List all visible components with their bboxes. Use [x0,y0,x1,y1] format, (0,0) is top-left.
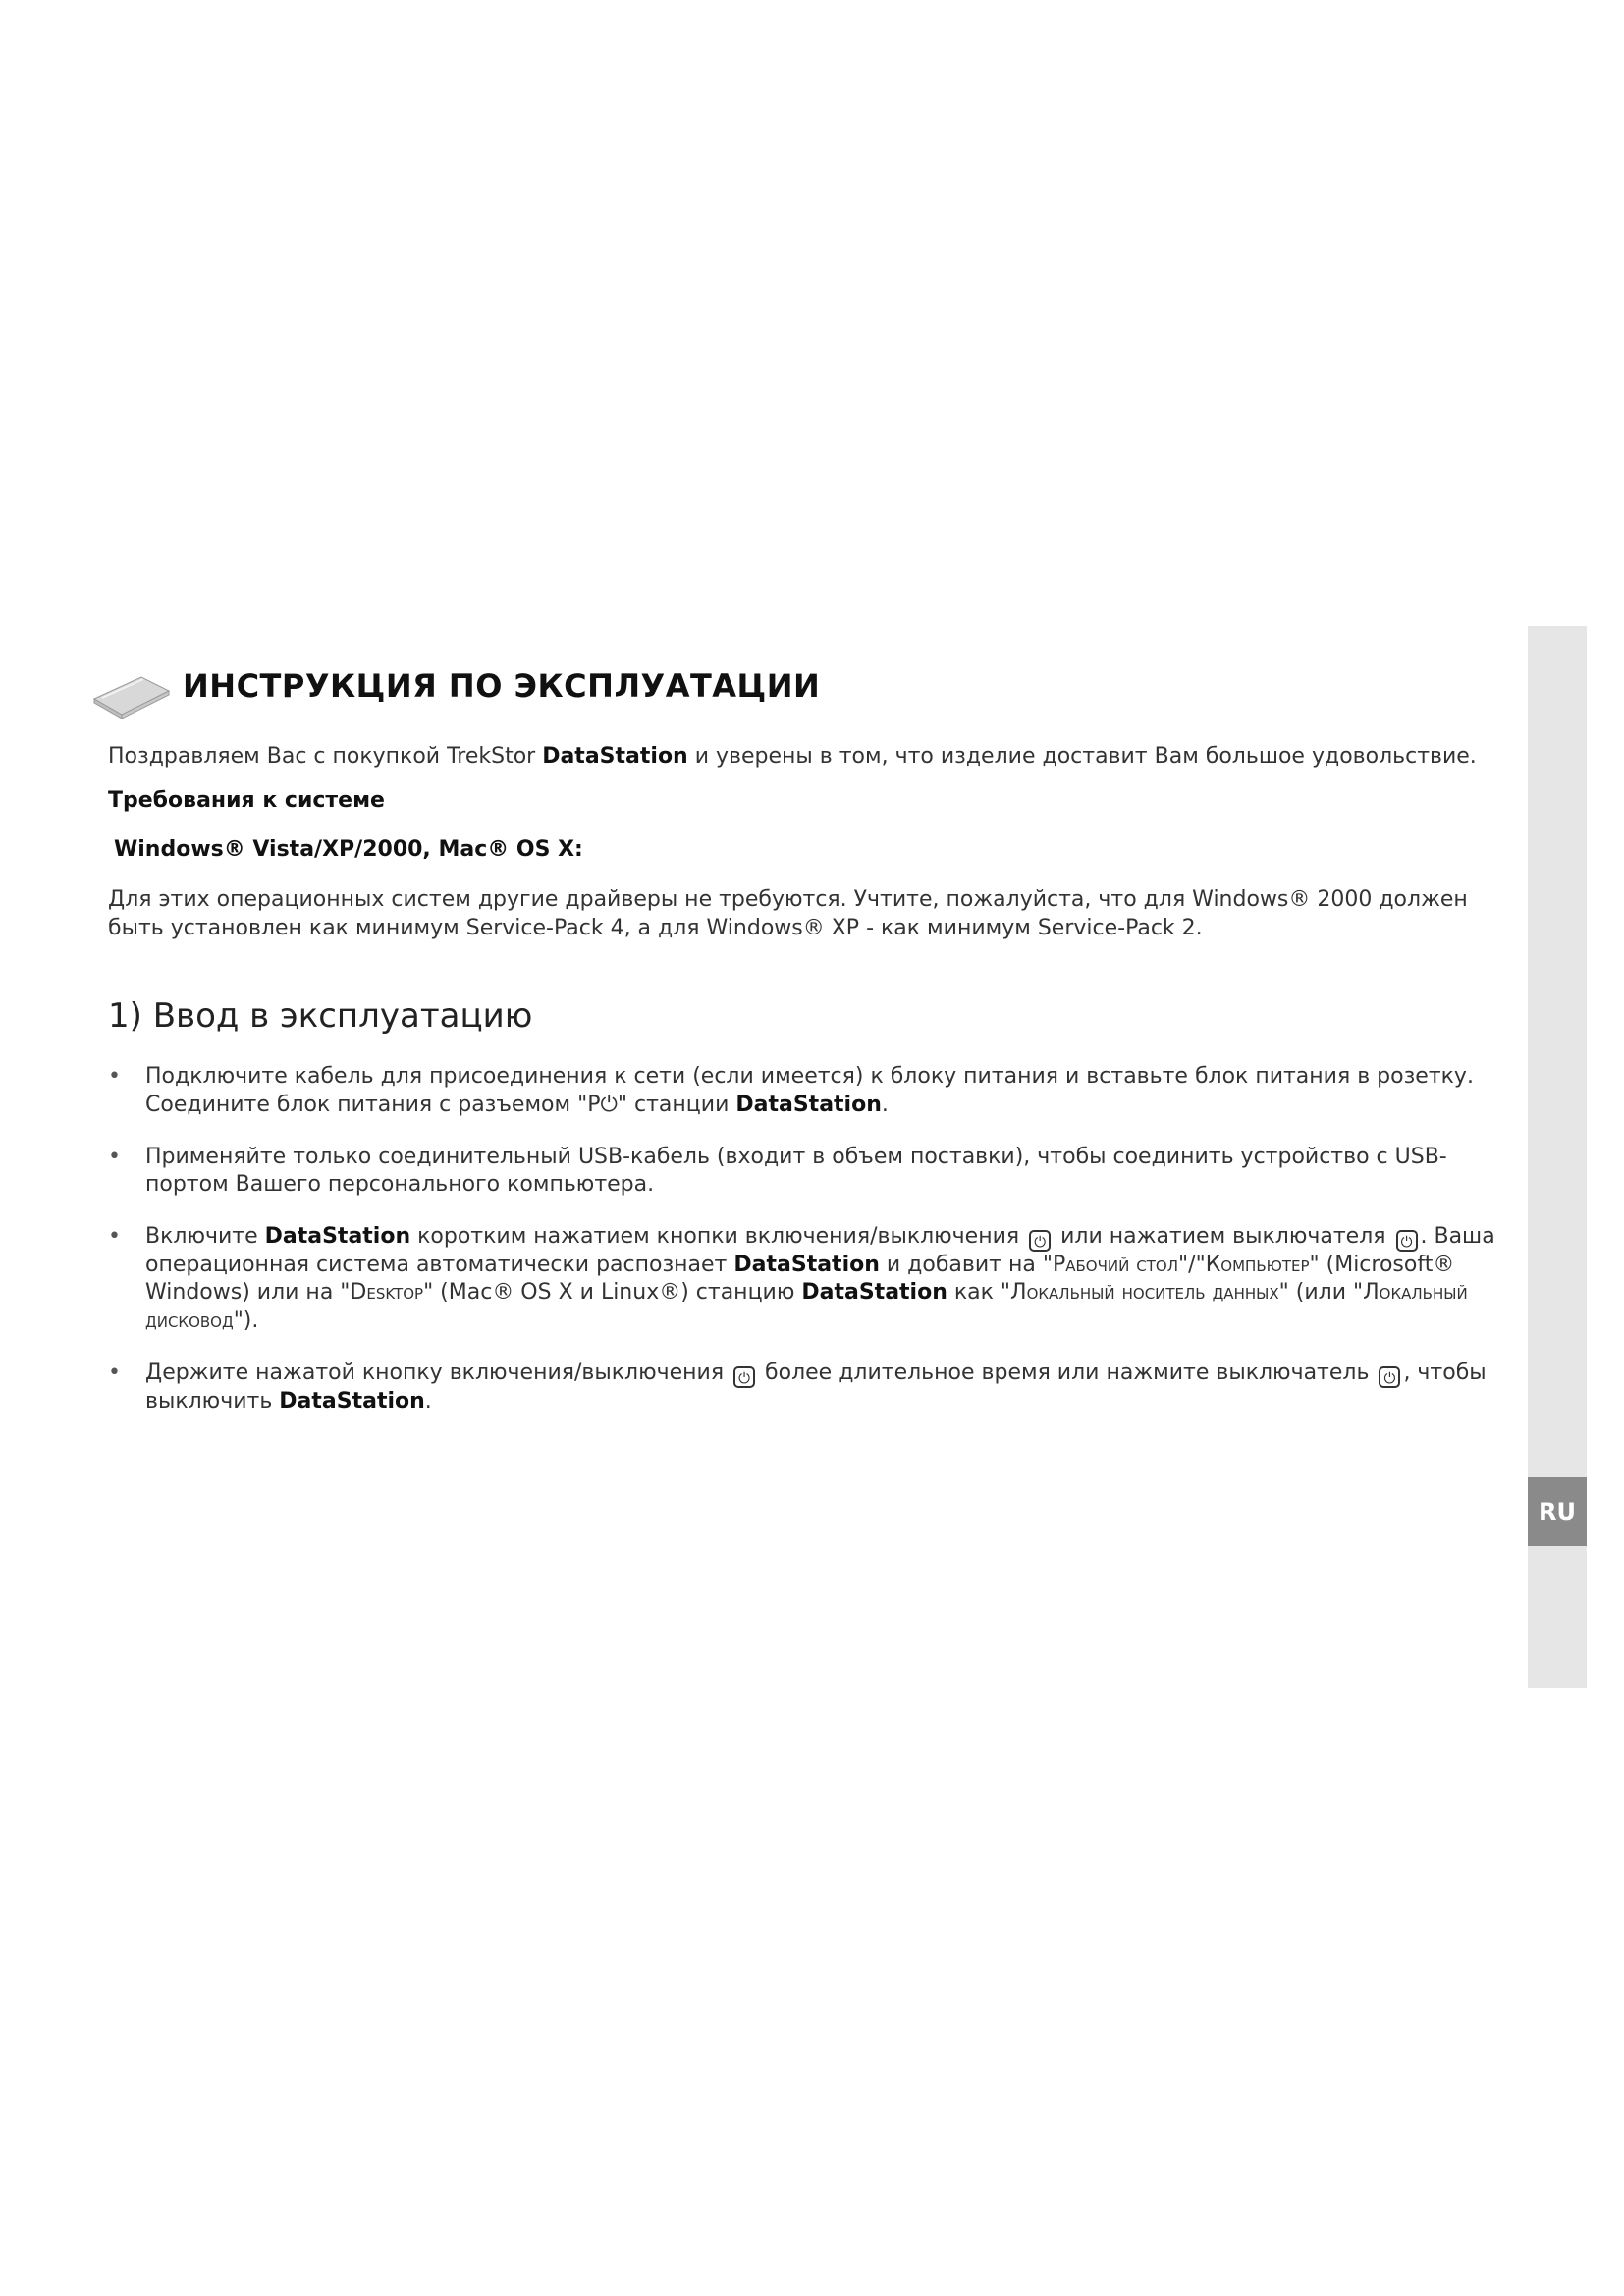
list-item: • Применяйте только соединительный USB-кабель (входит в объем поставки), чтобы соединить устройство с USB-портом Вашего персонального компьютера. [108,1144,1502,1200]
power-icon: ⏻ [1379,1366,1400,1388]
power-icon: ⏻ [1029,1230,1051,1252]
heading-row [108,667,1502,724]
intro-paragraph: Поздравляем Вас с покупкой TrekStor DataStation и уверены в том, что изделие доставит Вам большое удовольствие. [108,744,1477,769]
page-title: ИНСТРУКЦИЯ ПО ЭКСПЛУАТАЦИИ [183,667,821,705]
power-icon: ⏻ [733,1366,755,1388]
os-requirements: Windows® Vista/XP/2000, Mac® OS X: [114,837,583,862]
book-icon [88,669,175,719]
power-icon: ⏻ [1396,1230,1418,1252]
manual-content [108,667,1502,1439]
os-note: Для этих операционных систем другие драйверы не требуются. Учтите, пожалуйста, что для Windows® 2000 должен быть установлен как минимум Service-Pack 4, а для Windows® XP - как минимум Service-Pack 2. [108,887,1468,940]
section-title: 1) Ввод в эксплуатацию [108,996,533,1037]
language-tab: RU [1528,1477,1587,1546]
requirements-heading: Требования к системе [108,788,385,813]
steps-list [108,1063,1502,1415]
list-item: • Включите DataStation коротким нажатием кнопки включения/выключения ⏻ или нажатием выключателя ⏻ . Ваша операционная система автоматически распознает DataStation и добавит на "Рабочий стол"/"Компьютер" (Microsoft® Windows) или на "Desktop" (Mac® OS X и Linux®) станцию DataStation как "Локальный носитель данных" (или "Локальный дисковод"). [108,1223,1502,1336]
list-item: • Подключите кабель для присоединения к сети (если имеется) к блоку питания и вставьте блок питания в розетку. Соедините блок питания с разъемом "P⏻" станции DataStation. [108,1063,1502,1119]
product-name: DataStation [542,744,688,769]
power-icon: ⏻ [600,1093,618,1117]
list-item: • Держите нажатой кнопку включения/выключения ⏻ более длительное время или нажмите выключатель ⏻ , чтобы выключить DataStation. [108,1360,1502,1416]
